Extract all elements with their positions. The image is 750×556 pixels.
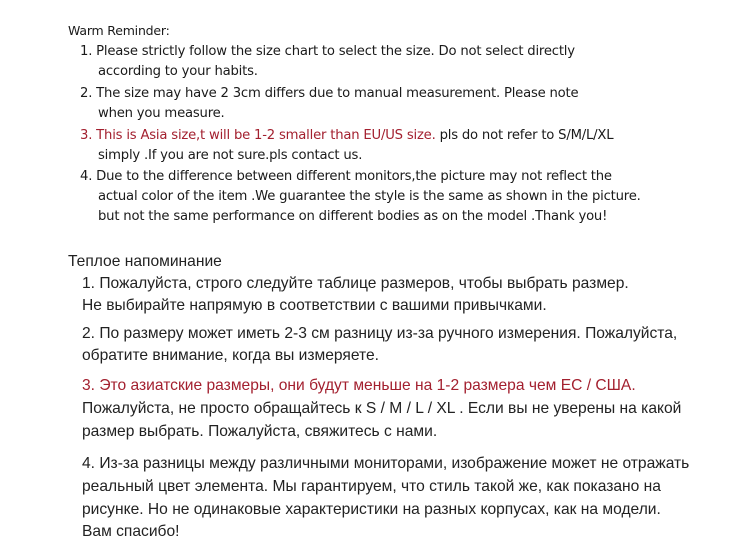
russian-title: Теплое напоминание [68, 253, 222, 270]
english-item-3 [80, 127, 613, 145]
russian-item-4: 4. Из-за разницы между различными мониторами, изображение может не отражать [82, 455, 690, 472]
english-item-2: 2. The size may have 2 3cm differs due to manual measurement. Please note [80, 86, 579, 101]
russian-item-1: 1. Пожалуйста, строго следуйте таблице размеров, чтобы выбрать размер. [82, 275, 629, 292]
russian-item-3: Пожалуйста, не просто обращайтесь к S / M / L / XL . Если вы не уверены на какой [82, 400, 682, 417]
russian-item-4-cont3: Вам спасибо! [82, 523, 180, 540]
english-item-3-rest: pls do not refer to S/M/L/XL [435, 128, 614, 143]
english-item-3-cont: simply .If you are not sure.pls contact us. [98, 148, 363, 163]
english-item-4-cont2: but not the same performance on different bodies as on the model .Thank you! [98, 209, 608, 224]
english-item-3-highlight: 3. This is Asia size,t will be 1-2 smaller than EU/US size. [80, 128, 436, 143]
russian-item-3-cont: размер выбрать. Пожалуйста, свяжитесь с нами. [82, 423, 438, 440]
english-item-4: 4. Due to the difference between different monitors,the picture may not reflect the [80, 169, 612, 184]
english-title: Warm Reminder: [68, 23, 170, 38]
russian-item-4-cont2: рисунке. Но не одинаковые характеристики на разных корпусах, как на модели. [82, 501, 661, 518]
english-item-2-cont: when you measure. [98, 106, 225, 121]
russian-item-4-cont: реальный цвет элемента. Мы гарантируем, что стиль такой же, как показано на [82, 478, 661, 495]
russian-item-3-highlight: 3. Это азиатские размеры, они будут меньше на 1-2 размера чем ЕС / США. [82, 377, 636, 394]
english-item-1: 1. Please strictly follow the size chart to select the size. Do not select directly [80, 44, 575, 59]
english-item-4-cont: actual color of the item .We guarantee the style is the same as shown in the picture. [98, 189, 641, 204]
russian-item-2: 2. По размеру может иметь 2-3 см разницу из-за ручного измерения. Пожалуйста, [82, 325, 678, 342]
russian-item-1-cont: Не выбирайте напрямую в соответствии с вашими привычками. [82, 297, 547, 314]
russian-item-2-cont: обратите внимание, когда вы измеряете. [82, 347, 379, 364]
english-item-1-cont: according to your habits. [98, 64, 258, 79]
